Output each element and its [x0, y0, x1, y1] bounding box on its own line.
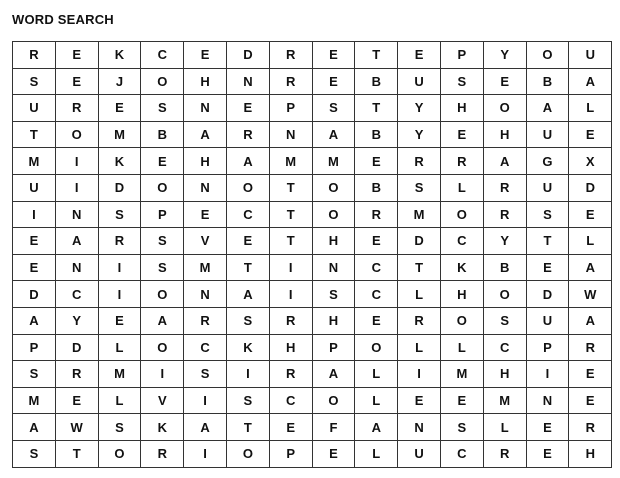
grid-cell[interactable]: D — [226, 42, 269, 69]
grid-cell[interactable]: I — [13, 201, 56, 228]
grid-cell[interactable]: C — [184, 334, 227, 361]
grid-cell[interactable]: M — [98, 121, 141, 148]
grid-cell[interactable]: S — [13, 68, 56, 95]
grid-cell[interactable]: O — [483, 95, 526, 122]
grid-cell[interactable]: D — [526, 281, 569, 308]
grid-cell[interactable]: E — [184, 201, 227, 228]
grid-cell[interactable]: M — [13, 387, 56, 414]
word-search-grid — [12, 41, 612, 468]
grid-cell[interactable]: I — [55, 148, 98, 175]
grid-cell[interactable]: V — [184, 228, 227, 255]
grid-cell[interactable]: K — [98, 148, 141, 175]
grid-row — [13, 228, 612, 255]
grid-cell[interactable]: G — [526, 148, 569, 175]
grid-cell[interactable]: J — [98, 68, 141, 95]
grid-cell[interactable]: E — [569, 361, 612, 388]
grid-cell[interactable]: R — [13, 42, 56, 69]
grid-cell[interactable]: A — [141, 307, 184, 334]
grid-cell[interactable]: E — [355, 228, 398, 255]
grid-cell[interactable]: E — [312, 42, 355, 69]
grid-cell[interactable]: M — [184, 254, 227, 281]
grid-cell[interactable]: O — [312, 387, 355, 414]
grid-cell[interactable]: S — [13, 440, 56, 467]
grid-cell[interactable]: L — [355, 361, 398, 388]
grid-cell[interactable]: E — [483, 68, 526, 95]
grid-cell[interactable]: X — [569, 148, 612, 175]
grid-cell[interactable]: U — [569, 42, 612, 69]
grid-cell[interactable]: T — [269, 174, 312, 201]
grid-cell[interactable]: O — [141, 334, 184, 361]
grid-row — [13, 414, 612, 441]
grid-row — [13, 174, 612, 201]
grid-cell[interactable]: R — [398, 307, 441, 334]
grid-cell[interactable]: R — [569, 334, 612, 361]
grid-cell[interactable]: E — [569, 387, 612, 414]
grid-cell[interactable]: V — [141, 387, 184, 414]
grid-cell[interactable]: A — [55, 228, 98, 255]
grid-cell[interactable]: D — [13, 281, 56, 308]
grid-row — [13, 121, 612, 148]
grid-cell[interactable]: R — [440, 148, 483, 175]
grid-cell[interactable]: B — [526, 68, 569, 95]
grid-cell[interactable]: H — [483, 361, 526, 388]
grid-cell[interactable]: K — [440, 254, 483, 281]
grid-cell[interactable]: R — [55, 361, 98, 388]
grid-cell[interactable]: I — [398, 361, 441, 388]
grid-cell[interactable]: L — [569, 228, 612, 255]
grid-cell[interactable]: O — [355, 334, 398, 361]
grid-cell[interactable]: F — [312, 414, 355, 441]
grid-cell[interactable]: H — [269, 334, 312, 361]
grid-cell[interactable]: C — [440, 228, 483, 255]
grid-cell[interactable]: S — [483, 307, 526, 334]
grid-cell[interactable]: A — [483, 148, 526, 175]
grid-cell[interactable]: L — [398, 281, 441, 308]
grid-cell[interactable]: K — [98, 42, 141, 69]
grid-cell[interactable]: N — [526, 387, 569, 414]
grid-cell[interactable]: I — [98, 254, 141, 281]
grid-cell[interactable]: E — [312, 440, 355, 467]
grid-cell[interactable]: S — [312, 281, 355, 308]
grid-cell[interactable]: B — [141, 121, 184, 148]
grid-cell[interactable]: B — [355, 174, 398, 201]
grid-cell[interactable]: R — [269, 307, 312, 334]
grid-cell[interactable]: B — [483, 254, 526, 281]
grid-cell[interactable]: O — [483, 281, 526, 308]
grid-cell[interactable]: E — [355, 148, 398, 175]
grid-cell[interactable]: C — [269, 387, 312, 414]
grid-cell[interactable]: S — [141, 95, 184, 122]
grid-cell[interactable]: E — [398, 387, 441, 414]
grid-cell[interactable]: S — [226, 387, 269, 414]
grid-cell[interactable]: R — [269, 361, 312, 388]
grid-row — [13, 42, 612, 69]
grid-cell[interactable]: T — [226, 414, 269, 441]
grid-cell[interactable]: L — [483, 414, 526, 441]
grid-cell[interactable]: E — [569, 121, 612, 148]
grid-cell[interactable]: S — [141, 254, 184, 281]
grid-cell[interactable]: E — [13, 254, 56, 281]
grid-cell[interactable]: P — [269, 95, 312, 122]
grid-cell[interactable]: E — [312, 68, 355, 95]
grid-cell[interactable]: H — [440, 281, 483, 308]
grid-cell[interactable]: W — [569, 281, 612, 308]
grid-cell[interactable]: E — [55, 68, 98, 95]
grid-cell[interactable]: T — [226, 254, 269, 281]
grid-cell[interactable]: R — [55, 95, 98, 122]
grid-cell[interactable]: L — [398, 334, 441, 361]
grid-cell[interactable]: S — [141, 228, 184, 255]
grid-cell[interactable]: O — [226, 174, 269, 201]
grid-cell[interactable]: N — [398, 414, 441, 441]
grid-cell[interactable]: D — [55, 334, 98, 361]
grid-cell[interactable]: Y — [398, 95, 441, 122]
grid-cell[interactable]: E — [398, 42, 441, 69]
grid-cell[interactable]: M — [312, 148, 355, 175]
grid-cell[interactable]: A — [184, 414, 227, 441]
grid-cell[interactable]: R — [269, 42, 312, 69]
grid-cell[interactable]: D — [398, 228, 441, 255]
grid-cell[interactable]: E — [569, 201, 612, 228]
grid-cell[interactable]: A — [13, 414, 56, 441]
grid-cell[interactable]: N — [269, 121, 312, 148]
grid-cell[interactable]: O — [141, 281, 184, 308]
grid-cell[interactable]: H — [184, 68, 227, 95]
grid-cell[interactable]: P — [141, 201, 184, 228]
grid-cell[interactable]: Y — [55, 307, 98, 334]
grid-cell[interactable]: N — [226, 68, 269, 95]
grid-cell[interactable]: E — [55, 42, 98, 69]
grid-cell[interactable]: T — [526, 228, 569, 255]
grid-cell[interactable]: A — [226, 148, 269, 175]
grid-cell[interactable]: L — [569, 95, 612, 122]
grid-cell[interactable]: H — [312, 307, 355, 334]
grid-row — [13, 334, 612, 361]
grid-cell[interactable]: W — [55, 414, 98, 441]
grid-cell[interactable]: M — [440, 361, 483, 388]
grid-cell[interactable]: E — [13, 228, 56, 255]
grid-cell[interactable]: I — [141, 361, 184, 388]
grid-cell[interactable]: L — [440, 174, 483, 201]
grid-cell[interactable]: O — [98, 440, 141, 467]
grid-cell[interactable]: S — [526, 201, 569, 228]
grid-cell[interactable]: K — [226, 334, 269, 361]
grid-cell[interactable]: R — [398, 148, 441, 175]
grid-cell[interactable]: C — [483, 334, 526, 361]
grid-row — [13, 361, 612, 388]
grid-cell[interactable]: A — [569, 254, 612, 281]
grid-cell[interactable]: B — [355, 121, 398, 148]
grid-cell[interactable]: A — [312, 121, 355, 148]
grid-cell[interactable]: P — [440, 42, 483, 69]
grid-cell[interactable]: R — [483, 440, 526, 467]
grid-cell[interactable]: A — [13, 307, 56, 334]
grid-cell[interactable]: C — [440, 440, 483, 467]
grid-cell[interactable]: D — [569, 174, 612, 201]
grid-cell[interactable]: R — [569, 414, 612, 441]
grid-row — [13, 307, 612, 334]
grid-cell[interactable]: R — [226, 121, 269, 148]
grid-cell[interactable]: E — [184, 42, 227, 69]
grid-cell[interactable]: O — [440, 307, 483, 334]
grid-cell[interactable]: E — [440, 387, 483, 414]
grid-cell[interactable]: E — [526, 440, 569, 467]
grid-cell[interactable]: S — [13, 361, 56, 388]
grid-cell[interactable]: I — [184, 387, 227, 414]
grid-cell[interactable]: R — [98, 228, 141, 255]
grid-cell[interactable]: T — [355, 95, 398, 122]
grid-cell[interactable]: E — [98, 95, 141, 122]
grid-cell[interactable]: O — [312, 201, 355, 228]
grid-cell[interactable]: U — [398, 68, 441, 95]
grid-row — [13, 68, 612, 95]
grid-cell[interactable]: T — [13, 121, 56, 148]
grid-cell[interactable]: M — [98, 361, 141, 388]
grid-cell[interactable]: R — [483, 201, 526, 228]
grid-cell[interactable]: A — [355, 414, 398, 441]
grid-cell[interactable]: I — [98, 281, 141, 308]
grid-row — [13, 95, 612, 122]
grid-cell[interactable]: M — [483, 387, 526, 414]
grid-cell[interactable]: E — [526, 414, 569, 441]
grid-row — [13, 201, 612, 228]
grid-cell[interactable]: R — [269, 68, 312, 95]
grid-cell[interactable]: S — [398, 174, 441, 201]
grid-cell[interactable]: S — [440, 68, 483, 95]
grid-cell[interactable]: L — [355, 387, 398, 414]
grid-cell[interactable]: D — [98, 174, 141, 201]
grid-cell[interactable]: R — [184, 307, 227, 334]
grid-cell[interactable]: U — [13, 95, 56, 122]
grid-cell[interactable]: L — [440, 334, 483, 361]
grid-cell[interactable]: N — [312, 254, 355, 281]
grid-cell[interactable]: E — [355, 307, 398, 334]
grid-cell[interactable]: P — [526, 334, 569, 361]
grid-cell[interactable]: M — [398, 201, 441, 228]
grid-cell[interactable]: C — [141, 42, 184, 69]
grid-cell[interactable]: A — [569, 307, 612, 334]
grid-cell[interactable]: L — [98, 387, 141, 414]
grid-cell[interactable]: P — [312, 334, 355, 361]
grid-cell[interactable]: T — [269, 201, 312, 228]
grid-cell[interactable]: O — [226, 440, 269, 467]
grid-row — [13, 440, 612, 467]
grid-cell[interactable]: Y — [483, 42, 526, 69]
grid-row — [13, 387, 612, 414]
grid-cell[interactable]: I — [526, 361, 569, 388]
grid-cell[interactable]: A — [526, 95, 569, 122]
grid-cell[interactable]: C — [355, 254, 398, 281]
page-title: WORD SEARCH — [12, 12, 114, 27]
grid-cell[interactable]: A — [569, 68, 612, 95]
grid-cell[interactable]: S — [98, 414, 141, 441]
grid-cell[interactable]: S — [312, 95, 355, 122]
grid-cell[interactable]: S — [440, 414, 483, 441]
grid-cell[interactable]: R — [483, 174, 526, 201]
grid-cell[interactable]: U — [13, 174, 56, 201]
grid-cell[interactable]: E — [226, 228, 269, 255]
grid-cell[interactable]: Y — [483, 228, 526, 255]
grid-cell[interactable]: U — [398, 440, 441, 467]
grid-cell[interactable]: I — [55, 174, 98, 201]
grid-cell[interactable]: T — [269, 228, 312, 255]
grid-cell[interactable]: E — [526, 254, 569, 281]
grid-cell[interactable]: O — [141, 174, 184, 201]
grid-cell[interactable]: L — [355, 440, 398, 467]
grid-cell[interactable]: O — [141, 68, 184, 95]
grid-cell[interactable]: H — [483, 121, 526, 148]
grid-cell[interactable]: I — [269, 281, 312, 308]
grid-cell[interactable]: P — [13, 334, 56, 361]
grid-cell[interactable]: K — [141, 414, 184, 441]
grid-cell[interactable]: A — [312, 361, 355, 388]
grid-cell[interactable]: P — [269, 440, 312, 467]
grid-cell[interactable]: A — [226, 281, 269, 308]
grid-cell[interactable]: O — [526, 42, 569, 69]
grid-cell[interactable]: E — [226, 95, 269, 122]
grid-cell[interactable]: T — [355, 42, 398, 69]
grid-cell[interactable]: N — [184, 174, 227, 201]
grid-cell[interactable]: U — [526, 307, 569, 334]
grid-cell[interactable]: N — [184, 95, 227, 122]
grid-cell[interactable]: T — [398, 254, 441, 281]
grid-cell[interactable]: N — [55, 254, 98, 281]
grid-cell[interactable]: E — [98, 307, 141, 334]
grid-cell[interactable]: S — [184, 361, 227, 388]
grid-cell[interactable]: A — [184, 121, 227, 148]
grid-cell[interactable]: U — [526, 174, 569, 201]
grid-cell[interactable]: L — [98, 334, 141, 361]
grid-cell[interactable]: H — [184, 148, 227, 175]
grid-cell[interactable]: E — [141, 148, 184, 175]
grid-cell[interactable]: B — [355, 68, 398, 95]
grid-cell[interactable]: C — [226, 201, 269, 228]
grid-cell[interactable]: H — [312, 228, 355, 255]
grid-cell[interactable]: R — [141, 440, 184, 467]
grid-row — [13, 281, 612, 308]
grid-row — [13, 148, 612, 175]
grid-cell[interactable]: O — [55, 121, 98, 148]
grid-cell[interactable]: M — [269, 148, 312, 175]
grid-cell[interactable]: Y — [398, 121, 441, 148]
grid-cell[interactable]: C — [55, 281, 98, 308]
grid-cell[interactable]: O — [312, 174, 355, 201]
grid-cell[interactable]: C — [355, 281, 398, 308]
grid-cell[interactable]: N — [184, 281, 227, 308]
grid-cell[interactable]: S — [226, 307, 269, 334]
grid-cell[interactable]: I — [269, 254, 312, 281]
grid-cell[interactable]: T — [55, 440, 98, 467]
grid-cell[interactable]: N — [55, 201, 98, 228]
grid-cell[interactable]: O — [440, 201, 483, 228]
grid-cell[interactable]: I — [184, 440, 227, 467]
grid-cell[interactable]: M — [13, 148, 56, 175]
grid-row — [13, 254, 612, 281]
grid-cell[interactable]: H — [569, 440, 612, 467]
grid-cell[interactable]: E — [55, 387, 98, 414]
grid-cell[interactable]: H — [440, 95, 483, 122]
grid-cell[interactable]: R — [355, 201, 398, 228]
grid-cell[interactable]: E — [440, 121, 483, 148]
grid-cell[interactable]: S — [98, 201, 141, 228]
grid-cell[interactable]: I — [226, 361, 269, 388]
grid-cell[interactable]: E — [269, 414, 312, 441]
grid-cell[interactable]: U — [526, 121, 569, 148]
